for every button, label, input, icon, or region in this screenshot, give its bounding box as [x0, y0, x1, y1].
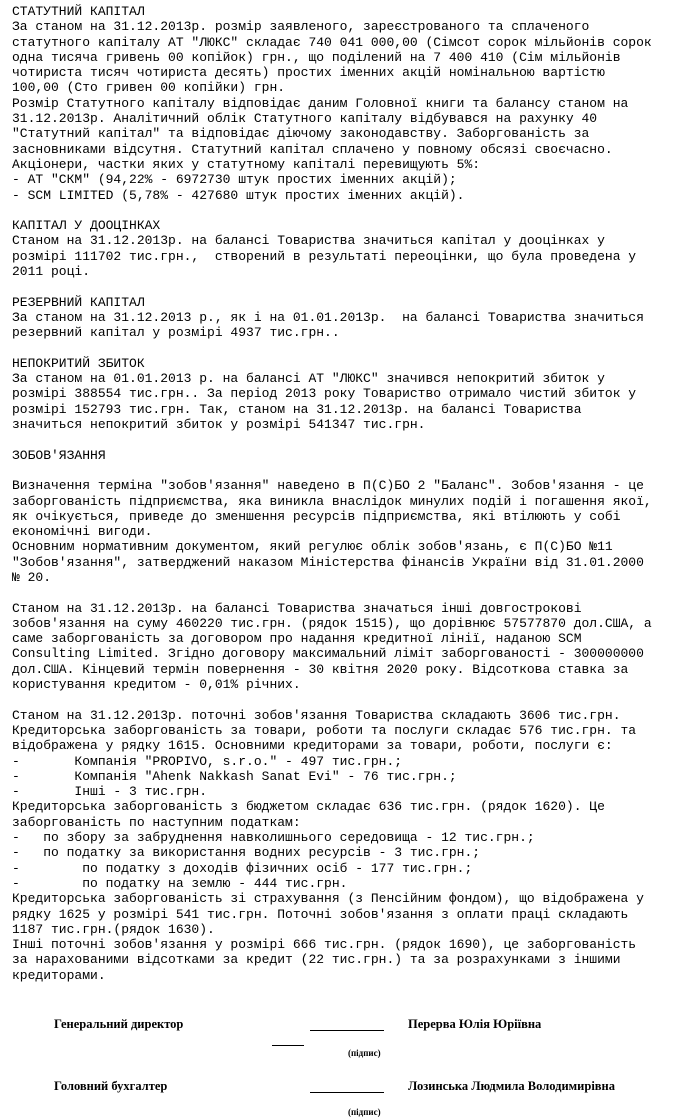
text-line: Станом на 31.12.2013р. поточні зобов'язання Товариства складають 3606 тис.грн. [12, 707, 621, 723]
text-line: № 20. [12, 569, 52, 585]
text-line: За станом на 31.12.2013 р., як і на 01.01.2013р. на балансі Товариства значиться [12, 309, 644, 325]
section-heading: ЗОБОВ'ЯЗАННЯ [12, 447, 106, 463]
text-line: Розмір Статутного капіталу відповідає даним Головної книги та балансу станом на [12, 95, 629, 111]
text-line: Визначення терміна "зобов'язання" наведено в П(С)БО 2 "Баланс". Зобов'язання - це [12, 478, 644, 494]
text-line: одна тисяча гривень 00 копійок) грн., що поділений на 7 400 410 (Сім мільйонів [12, 49, 621, 65]
text-line: 1187 тис.грн.(рядок 1630). [12, 921, 215, 937]
accountant-name: Лозинська Людмила Володимирівна [408, 1079, 616, 1093]
list-item: - по збору за забруднення навколишнього середовища - 12 тис.грн.; [12, 830, 535, 846]
section-heading: РЕЗЕРВНИЙ КАПІТАЛ [12, 294, 145, 310]
text-line: кредиторами. [12, 967, 106, 983]
text-line: Кредиторська заборгованість з бюджетом складає 636 тис.грн. (рядок 1620). Це [12, 799, 605, 815]
section-reserve-capital [12, 295, 696, 341]
text-line: 100,00 (Сто гривен 00 копійки) грн. [12, 80, 286, 96]
section-current-liabilities [12, 708, 696, 983]
text-line: резервний капітал у розмірі 4937 тис.грн.. [12, 325, 340, 341]
text-line: Акціонери, частки яких у статутному капіталі перевищують 5%: [12, 156, 481, 172]
text-line: чотириста тисяч чотириста десять) простих іменних акцій номінальною вартістю [12, 65, 605, 81]
text-line: Основним нормативним документом, який регулює облік зобов'язань, є П(С)БО №11 [12, 539, 613, 555]
text-line: розмірі 152793 тис.грн. Так, станом на 31.12.2013р. на балансі Товариства [12, 401, 582, 417]
accountant-signature-line [310, 1092, 384, 1093]
text-line: статутного капіталу АТ "ЛЮКС" складає 740 041 000,00 (Сімсот сорок мільйонів сорок [12, 34, 652, 50]
text-line: заборгованість підприємства, яка виникла внаслідок минулих подій і погашення якої, [12, 493, 652, 509]
signature-caption: (підпис) [348, 1048, 381, 1058]
text-line: Станом на 31.12.2013р. на балансі Товариства значаться інші довгострокові [12, 600, 582, 616]
text-line: "Статутний капітал" та відповідає діючому законодавству. Заборгованість за [12, 126, 590, 142]
text-line: економічні вигоди. [12, 524, 153, 540]
signature-caption: (підпис) [348, 1107, 381, 1117]
list-item: - АТ "СКМ" (94,22% - 6972730 штук простих іменних акцій); [12, 172, 457, 188]
text-line: Consulting Limited. Згідно договору максимальний ліміт заборгованості - 300000000 [12, 646, 644, 662]
director-name: Перерва Юлія Юріївна [408, 1017, 542, 1031]
text-line: розмірі 111702 тис.грн., створений в результаті переоцінки, що була проведена у [12, 248, 637, 264]
accountant-title: Головний бухгалтер [54, 1079, 168, 1093]
list-item: - Інші - 3 тис.грн. [12, 784, 208, 800]
section-liabilities-definition [12, 478, 696, 585]
text-line: відображена у рядку 1615. Основними кредиторами за товари, роботи, послуги є: [12, 738, 613, 754]
text-line: засновниками відсутня. Статутний капітал сплачено у повному обсязі своєчасно. [12, 141, 613, 157]
text-line: Станом на 31.12.2013р. на балансі Товариства значиться капітал у дооцінках у [12, 233, 605, 249]
text-line: за нарахованими відсотками за кредит (22 тис.грн.) та за розрахунками з іншими [12, 952, 621, 968]
text-line: розмірі 388554 тис.грн.. За період 2013 року Товариство отримало чистий збиток у [12, 386, 637, 402]
text-line: значиться непокритий збиток у розмірі 541347 тис.грн. [12, 417, 426, 433]
text-line: 2011 році. [12, 264, 91, 280]
list-item: - по податку з доходів фізичних осіб - 177 тис.грн.; [12, 860, 473, 876]
list-item: - по податку на землю - 444 тис.грн. [12, 875, 348, 891]
text-line: За станом на 31.12.2013р. розмір заявленого, зареєстрованого та сплаченого [12, 19, 590, 35]
section-uncovered-loss [12, 356, 696, 432]
section-heading: НЕПОКРИТИЙ ЗБИТОК [12, 355, 145, 371]
text-line: дол.США. Кінцевий термін повернення - 30 квітня 2020 року. Відсоткова ставка за [12, 661, 629, 677]
section-heading: СТАТУТНИЙ КАПІТАЛ [12, 4, 145, 19]
section-long-term-liabilities [12, 601, 696, 693]
document-body [12, 4, 696, 983]
list-item: - по податку за використання водних ресурсів - 3 тис.грн.; [12, 845, 481, 861]
text-line: заборгованість по наступним податкам: [12, 814, 301, 830]
text-line: користування кредитом - 0,01% річних. [12, 677, 301, 693]
list-item: - SCM LIMITED (5,78% - 427680 штук простих іменних акцій). [12, 187, 465, 203]
text-line: Кредиторська заборгованість за товари, роботи та послуги складає 576 тис.грн. та [12, 722, 637, 738]
text-line: Кредиторська заборгованість зі страхування (з Пенсійним фондом), що відображена у [12, 891, 644, 907]
list-item: - Компанія "Ahenk Nakkash Sanat Evi" - 76 тис.грн.; [12, 768, 457, 784]
text-line: рядку 1625 у розмірі 541 тис.грн. Поточні зобов'язання з оплати праці складають [12, 906, 629, 922]
section-heading: КАПІТАЛ У ДООЦІНКАХ [12, 218, 161, 234]
text-line: 31.12.2013р. Аналітичний облік Статутного капіталу відбувався на рахунку 40 [12, 111, 598, 127]
text-line: "Зобов'язання", затверджений наказом Міністерства фінансів України від 31.01.2000 [12, 554, 644, 570]
director-title: Генеральний директор [54, 1017, 184, 1031]
text-line: Інші поточні зобов'язання у розмірі 666 тис.грн. (рядок 1690), це заборгованість [12, 937, 637, 953]
text-line: зобов'язання на суму 460220 тис.грн. (рядок 1515), що дорівнює 57577870 дол.США, а [12, 615, 652, 631]
director-signature-line [310, 1030, 384, 1031]
list-item: - Компанія "PROPIVO, s.r.o." - 497 тис.грн.; [12, 753, 403, 769]
section-statutory-capital [12, 4, 696, 203]
text-line: За станом на 01.01.2013 р. на балансі АТ "ЛЮКС" значився непокритий збиток у [12, 371, 605, 387]
section-liabilities-heading [12, 448, 696, 463]
director-short-line [272, 1045, 304, 1046]
text-line: саме заборгованість за договором про надання кредитної лінії, наданою SCM [12, 631, 582, 647]
section-revaluation-capital [12, 218, 696, 279]
text-line: як очікується, приведе до зменшення ресурсів підприємства, які втілюють у собі [12, 508, 621, 524]
